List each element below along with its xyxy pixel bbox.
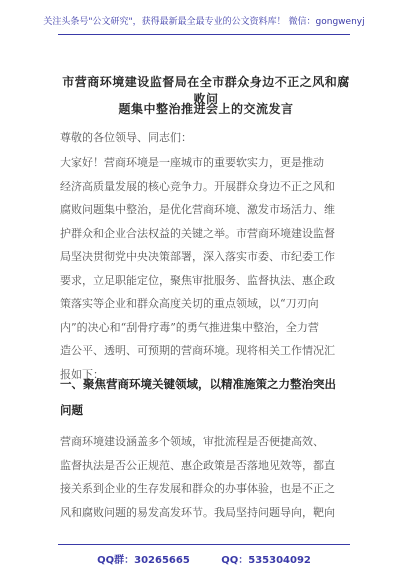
paragraph-line: 大家好！营商环境是一座城市的重要软实力，更是推动 <box>60 156 324 169</box>
header-rule <box>58 34 350 35</box>
footer-rule <box>58 544 350 545</box>
paragraph-line: 风和腐败问题的易发高发环节。我局坚持问题导向，靶向 <box>60 505 335 519</box>
section-heading-line: 一、聚焦营商环境关键领域，以精准施策之力整治突出 <box>60 377 336 391</box>
paragraph-line: 监督执法是否公正规范、惠企政策是否落地见效等，都直 <box>60 458 335 472</box>
paragraph-line: 腐败问题集中整治，是优化营商环境、激发市场活力、维 <box>60 203 335 216</box>
paragraph-section-1 <box>60 430 352 524</box>
section-heading-1 <box>60 371 360 423</box>
header-banner: 关注头条号"公文研究"，获得最新最全最专业的公文资料库！ 微信：gongwenyj <box>43 17 365 27</box>
paragraph-line: 造公平、透明、可预期的营商环境。现将相关工作情况汇 <box>60 344 335 357</box>
paragraph-line: 要求，立足职能定位，聚焦审批服务、监督执法、惠企政 <box>60 273 335 287</box>
paragraph-intro <box>60 151 352 386</box>
paragraph-line: 经济高质量发展的核心竞争力。开展群众身边不正之风和 <box>60 179 335 193</box>
salutation: 尊敬的各位领导、同志们： <box>60 131 192 144</box>
section-heading-line: 问题 <box>60 403 83 417</box>
document-title-line2: 题集中整治推进会上的交流发言 <box>118 102 294 116</box>
paragraph-line: 营商环境建设涵盖多个领域，审批流程是否便捷高效、 <box>60 435 324 448</box>
footer <box>0 551 408 566</box>
paragraph-line: 内”的决心和“刮骨疗毒”的勇气推进集中整治，全力营 <box>60 320 319 334</box>
footer-qq: QQ：535304092 <box>221 555 311 566</box>
paragraph-line: 报如下： <box>60 367 104 381</box>
paragraph-line: 护群众和企业合法权益的关键之举。市营商环境建设监督 <box>60 226 335 240</box>
paragraph-line: 策落实等企业和群众高度关切的重点领域，以“刀刃向 <box>60 297 319 310</box>
footer-qq-group: QQ群：30265665 <box>97 555 190 566</box>
document-title-line1: 市营商环境建设监督局在全市群众身边不正之风和腐败问 <box>62 75 350 106</box>
paragraph-line: 局坚决贯彻党中央决策部署，深入落实市委、市纪委工作 <box>60 250 335 263</box>
paragraph-line: 接关系到企业的生存发展和群众的办事体验，也是不正之 <box>60 482 335 495</box>
